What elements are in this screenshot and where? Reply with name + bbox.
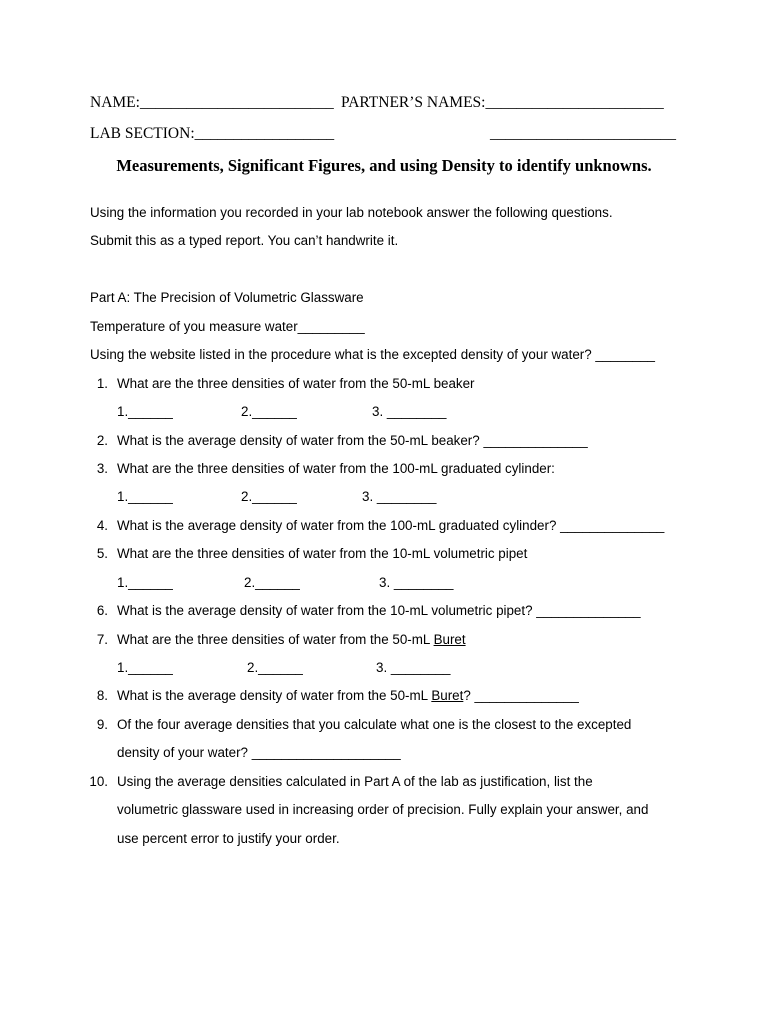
question-text: What is the average density of water from the 50-mL Buret? ______________ bbox=[117, 688, 579, 703]
question-text-continued: volumetric glassware used in increasing order of precision. Fully explain your answer, and bbox=[117, 802, 649, 817]
question-number: 1. bbox=[96, 376, 108, 391]
question-text: Using the average densities calculated in Part A of the lab as justification, list the bbox=[117, 774, 593, 789]
partners-second-line: ________________________ bbox=[490, 125, 676, 142]
question-text: What are the three densities of water from the 100-mL graduated cylinder: bbox=[117, 461, 555, 476]
answer-blank: 1.______ bbox=[117, 660, 173, 675]
question-number: 8. bbox=[96, 688, 108, 703]
temperature-question: Temperature of you measure water_________ bbox=[90, 319, 365, 334]
answer-blank: 3. ________ bbox=[379, 575, 454, 590]
page-title: Measurements, Significant Figures, and using Density to identify unknowns. bbox=[116, 156, 652, 175]
question-text: What are the three densities of water from the 10-mL volumetric pipet bbox=[117, 546, 528, 561]
question-number: 2. bbox=[96, 433, 108, 448]
question-number: 4. bbox=[96, 518, 108, 533]
intro-line-1: Using the information you recorded in your lab notebook answer the following questions. bbox=[90, 205, 613, 220]
question-text: What are the three densities of water from the 50-mL Buret bbox=[117, 632, 466, 647]
question-number: 10. bbox=[89, 774, 108, 789]
question-number: 6. bbox=[96, 603, 108, 618]
answer-blank: 2.______ bbox=[241, 489, 297, 504]
partners-field: PARTNER’S NAMES:_______________________ bbox=[341, 94, 664, 111]
question-text: Of the four average densities that you calculate what one is the closest to the excepted bbox=[117, 717, 632, 732]
question-text: What are the three densities of water from the 50-mL beaker bbox=[117, 376, 475, 391]
answer-blank: 3. ________ bbox=[362, 489, 437, 504]
question-text: What is the average density of water from the 50-mL beaker? ______________ bbox=[117, 433, 588, 448]
buret-underlined: Buret bbox=[431, 688, 464, 703]
answer-blank: 1.______ bbox=[117, 575, 173, 590]
answer-blank: 2.______ bbox=[244, 575, 300, 590]
question-number: 5. bbox=[96, 546, 108, 561]
intro-line-2: Submit this as a typed report. You can’t handwrite it. bbox=[90, 233, 399, 248]
answer-blank: 1.______ bbox=[117, 404, 173, 419]
question-text: What is the average density of water from the 10-mL volumetric pipet? ______________ bbox=[117, 603, 641, 618]
answer-blank: 2.______ bbox=[241, 404, 297, 419]
question-number: 9. bbox=[96, 717, 108, 732]
lab-section-field: LAB SECTION:__________________ bbox=[90, 125, 335, 142]
answer-blank: 1.______ bbox=[117, 489, 173, 504]
part-a-heading: Part A: The Precision of Volumetric Glassware bbox=[90, 290, 364, 305]
question-number: 7. bbox=[96, 632, 108, 647]
buret-underlined: Buret bbox=[433, 632, 466, 647]
answer-blank: 2.______ bbox=[247, 660, 303, 675]
website-question: Using the website listed in the procedure what is the excepted density of your water? ________ bbox=[90, 347, 655, 362]
question-number: 3. bbox=[96, 461, 108, 476]
name-field: NAME:_________________________ bbox=[90, 94, 334, 111]
question-text-continued: use percent error to justify your order. bbox=[117, 831, 340, 846]
answer-blank: 3. ________ bbox=[376, 660, 451, 675]
question-text-continued: density of your water? ____________________ bbox=[117, 745, 401, 760]
answer-blank: 3. ________ bbox=[372, 404, 447, 419]
question-text: What is the average density of water from the 100-mL graduated cylinder? ______________ bbox=[117, 518, 665, 533]
